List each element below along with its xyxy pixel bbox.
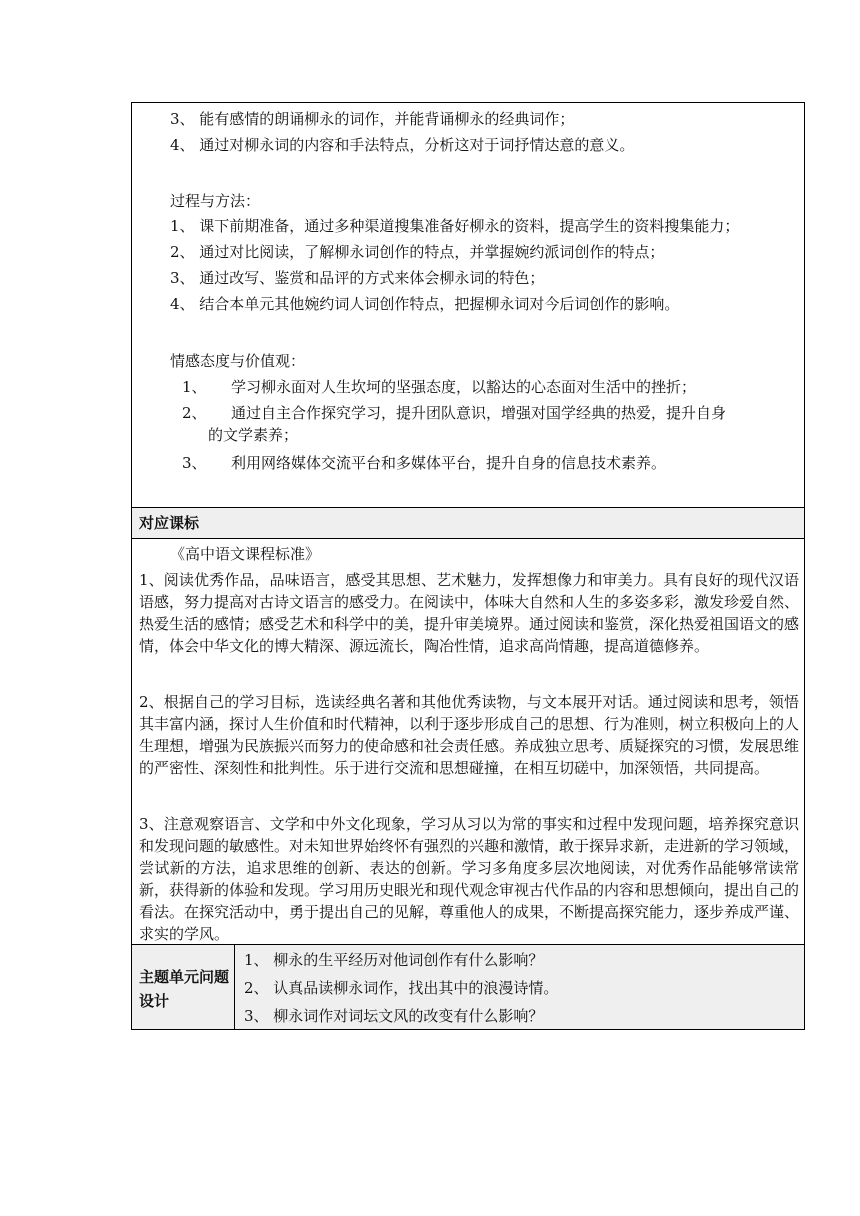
standards-paragraph-3: 3、注意观察语言、文学和中外文化现象，学习从习以为常的事实和过程中发现问题，培养探究意识和发现问题的敏感性。对未知世界始终怀有强烈的兴趣和激情，敢于探异求新，走进新的学习领域，尝试新的方法，追求思维的创新、表达的创新。学习多角度多层次地阅读，对优秀作品能够常读常新，获得新的体验和发现。学习用历史眼光和现代观念审视古代作品的内容和思想倾向，提出自己的看法。在探究活动中，勇于提出自己的见解，尊重他人的成果，不断提高探究能力，逐步养成严谨、求实的学风。: [139, 815, 800, 943]
process-item-4: 4、 结合本单元其他婉约词人词创作特点，把握柳永词对今后词创作的影响。: [170, 295, 680, 313]
knowledge-item-4: 4、 通过对柳永词的内容和手法特点，分析这对于词抒情达意的意义。: [170, 136, 635, 154]
question-item-2: 2、 认真品读柳永词作，找出其中的浪漫诗情。: [244, 979, 559, 997]
emotion-title: 情感态度与价值观：: [170, 352, 306, 370]
emotion-item-2-text: 通过自主合作探究学习，提升团队意识，增强对国学经典的热爱，提升自身: [231, 404, 727, 422]
emotion-item-1-text: 学习柳永面对人生坎坷的坚强态度，以豁达的心态面对生活中的挫折；: [231, 378, 697, 396]
emotion-item-2-cont: 的文学素养；: [208, 426, 299, 444]
process-item-1: 1、 课下前期准备，通过多种渠道搜集准备好柳永的资料，提高学生的资料搜集能力；: [170, 217, 740, 235]
question-item-3: 3、 柳永词作对词坛文风的改变有什么影响？: [244, 1007, 544, 1025]
emotion-item-2-num: 2、: [182, 404, 207, 422]
row-divider: [132, 507, 804, 508]
lesson-plan-table: [131, 102, 805, 1030]
row-divider: [132, 538, 804, 539]
process-title: 过程与方法：: [170, 192, 261, 210]
process-item-3: 3、 通过改写、鉴赏和品评的方式来体会柳永词的特色；: [170, 269, 545, 287]
standards-header-shade: [132, 508, 804, 538]
knowledge-item-3: 3、 能有感情的朗诵柳永的词作，并能背诵柳永的经典词作；: [170, 110, 575, 128]
emotion-item-3-num: 3、: [182, 454, 207, 472]
emotion-item-1-num: 1、: [182, 378, 207, 396]
emotion-item-3-text: 利用网络媒体交流平台和多媒体平台，提升自身的信息技术素养。: [231, 454, 667, 472]
column-divider: [234, 944, 235, 1030]
process-item-2: 2、 通过对比阅读，了解柳永词创作的特点，并掌握婉约派词创作的特点；: [170, 243, 665, 261]
questions-label: 主题单元问题设计: [139, 968, 230, 1010]
standards-paragraph-2: 2、根据自己的学习目标，选读经典名著和其他优秀读物，与文本展开对话。通过阅读和思考，领悟其丰富内涵，探讨人生价值和时代精神，以利于逐步形成自己的思想、行为准则，树立积极向上的人生理想，增强为民族振兴而努力的使命感和社会责任感。养成独立思考、质疑探究的习惯，发展思维的严密性、深刻性和批判性。乐于进行交流和思想碰撞，在相互切磋中，加深领悟，共同提高。: [139, 693, 800, 777]
standards-paragraph-1: 1、阅读优秀作品，品味语言，感受其思想、艺术魅力，发挥想像力和审美力。具有良好的现代汉语语感，努力提高对古诗文语言的感受力。在阅读中，体味大自然和人生的多姿多彩，激发珍爱自然、热爱生活的感情；感受艺术和科学中的美，提升审美境界。通过阅读和鉴赏，深化热爱祖国语文的感情，体会中华文化的博大精深、源远流长，陶冶性情，追求高尚情趣，提高道德修养。: [139, 571, 800, 655]
question-item-1: 1、 柳永的生平经历对他词创作有什么影响？: [244, 951, 544, 969]
standards-header: 对应课标: [139, 514, 200, 532]
standards-source: 《高中语文课程标准》: [170, 545, 321, 563]
